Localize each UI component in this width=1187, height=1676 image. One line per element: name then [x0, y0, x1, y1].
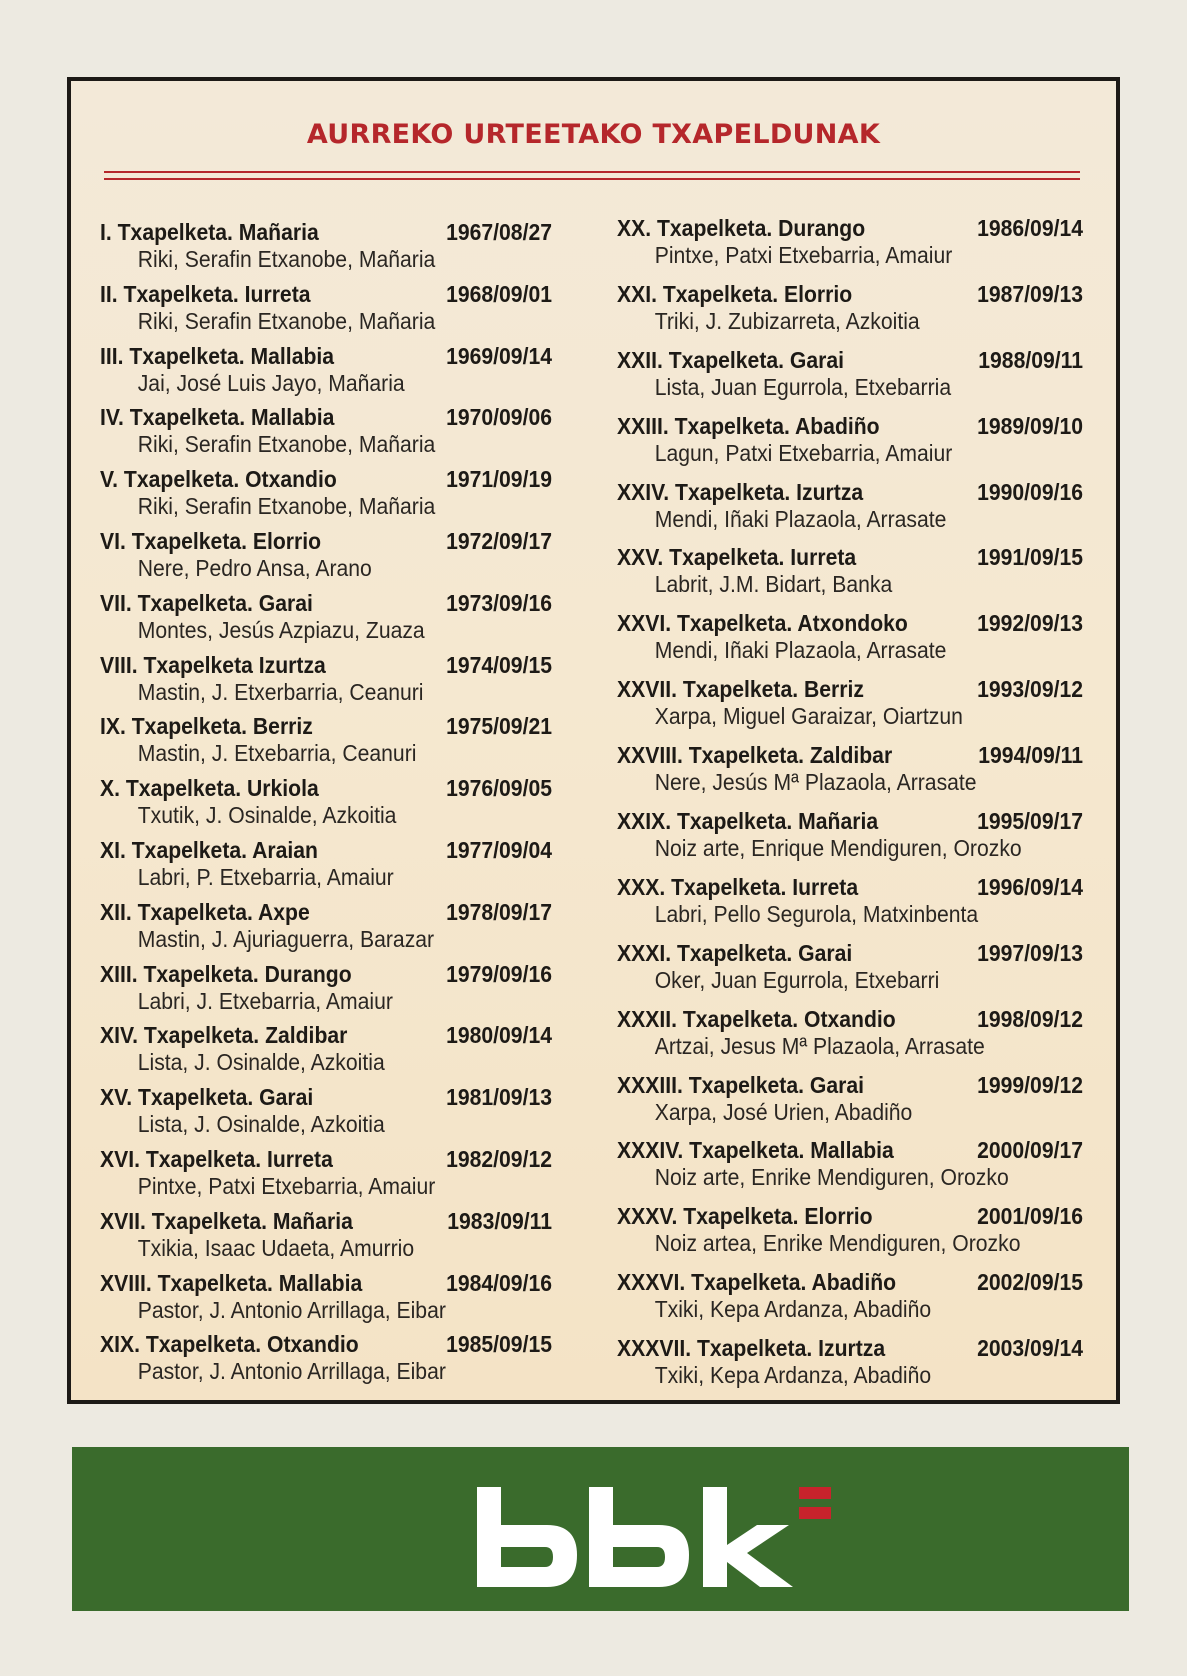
- list-item: [100, 466, 552, 528]
- entry-detail: Pastor, J. Antonio Arrillaga, Eibar: [137, 1358, 446, 1385]
- entry-detail: Pastor, J. Antonio Arrillaga, Eibar: [137, 1296, 446, 1323]
- entry-detail: Mendi, Iñaki Plazaola, Arrasate: [654, 505, 947, 532]
- entry-heading: [100, 343, 552, 370]
- champions-panel: [67, 77, 1120, 1404]
- logo-accent-bar-bottom: [799, 1507, 831, 1519]
- entry-title: XXIX. Txapelketa. Mañaria: [617, 808, 879, 835]
- entry-heading: [617, 1335, 1083, 1362]
- entry-heading: [617, 413, 1083, 440]
- entry-detail: Lagun, Patxi Etxebarria, Amaiur: [654, 439, 953, 466]
- entry-date: 2001/09/16: [977, 1203, 1084, 1230]
- entry-title: XIV. Txapelketa. Zaldibar: [100, 1022, 348, 1049]
- entry-date: 2003/09/14: [977, 1335, 1084, 1362]
- entry-title: XXIII. Txapelketa. Abadiño: [617, 412, 880, 439]
- list-item: [617, 1006, 1083, 1072]
- entry-date: 1987/09/13: [977, 280, 1084, 307]
- bbk-banner: [72, 1447, 1129, 1611]
- bbk-logo: [477, 1487, 877, 1587]
- entry-date: 1981/09/13: [446, 1084, 553, 1111]
- list-item: [617, 874, 1083, 940]
- entry-heading: [100, 528, 552, 555]
- entry-date: 1989/09/10: [977, 412, 1084, 439]
- entry-date: 1976/09/05: [446, 775, 553, 802]
- entry-title: XV. Txapelketa. Garai: [100, 1084, 314, 1111]
- entry-date: 1997/09/13: [977, 939, 1084, 966]
- entry-date: 1998/09/12: [977, 1005, 1084, 1032]
- entry-heading: [100, 1084, 552, 1111]
- entry-title: XXXI. Txapelketa. Garai: [617, 939, 853, 966]
- entry-title: XVIII. Txapelketa. Mallabia: [100, 1269, 363, 1296]
- entry-title: XXXVII. Txapelketa. Izurtza: [617, 1335, 886, 1362]
- entry-title: XXX. Txapelketa. Iurreta: [617, 873, 859, 900]
- entry-detail: Lista, J. Osinalde, Azkoitia: [137, 1111, 385, 1138]
- entry-detail: Labri, Pello Segurola, Matxinbenta: [654, 900, 979, 927]
- entry-heading: [617, 808, 1083, 835]
- list-item: [617, 1203, 1083, 1269]
- entry-title: XXVII. Txapelketa. Berriz: [617, 676, 864, 703]
- entry-title: XXI. Txapelketa. Elorrio: [617, 280, 853, 307]
- entry-detail: Pintxe, Patxi Etxebarria, Amaiur: [654, 242, 953, 268]
- entry-title: XXXIII. Txapelketa. Garai: [617, 1071, 864, 1098]
- list-item: [617, 215, 1083, 281]
- logo-letter-b2: [589, 1487, 689, 1587]
- entry-detail: Pintxe, Patxi Etxebarria, Amaiur: [137, 1172, 436, 1199]
- entry-date: 2000/09/17: [977, 1137, 1084, 1164]
- entry-heading: [617, 215, 1083, 242]
- list-item: [617, 610, 1083, 676]
- entry-title: XI. Txapelketa. Araian: [100, 836, 318, 863]
- entry-detail: Riki, Serafin Etxanobe, Mañaria: [137, 307, 436, 334]
- entry-heading: [617, 479, 1083, 506]
- list-item: [617, 347, 1083, 413]
- list-item: [617, 544, 1083, 610]
- entry-detail: Artzai, Jesus Mª Plazaola, Arrasate: [654, 1032, 985, 1059]
- entry-detail: Txiki, Kepa Ardanza, Abadiño: [654, 1296, 932, 1323]
- entry-heading: [617, 940, 1083, 967]
- entry-heading: [100, 281, 552, 308]
- entry-heading: [617, 676, 1083, 703]
- entry-date: 1967/08/27: [446, 219, 553, 245]
- logo-letter-k: [703, 1487, 793, 1587]
- entry-date: 1985/09/15: [446, 1331, 553, 1358]
- entry-detail: Mastin, J. Etxerbarria, Ceanuri: [137, 678, 424, 705]
- entry-detail: Riki, Serafin Etxanobe, Mañaria: [137, 493, 436, 520]
- entry-title: XXXII. Txapelketa. Otxandio: [617, 1005, 896, 1032]
- entry-detail: Noiz arte, Enrike Mendiguren, Orozko: [654, 1164, 1009, 1191]
- entry-title: XXXVI. Txapelketa. Abadiño: [617, 1269, 897, 1296]
- entry-heading: [617, 281, 1083, 308]
- entry-heading: [100, 1331, 552, 1358]
- entry-heading: [100, 713, 552, 740]
- entry-date: 1999/09/12: [977, 1071, 1084, 1098]
- entry-title: IX. Txapelketa. Berriz: [100, 713, 313, 740]
- entry-date: 1983/09/11: [447, 1207, 553, 1234]
- entry-heading: [617, 1072, 1083, 1099]
- right-column: [617, 215, 1083, 1401]
- entry-title: XXXIV. Txapelketa. Mallabia: [617, 1137, 894, 1164]
- list-item: [617, 808, 1083, 874]
- entry-detail: Noiz arte, Enrique Mendiguren, Orozko: [654, 835, 1022, 862]
- entry-heading: [100, 775, 552, 802]
- entry-title: XXVIII. Txapelketa. Zaldibar: [617, 742, 893, 769]
- entry-heading: [617, 1137, 1083, 1164]
- entry-date: 1980/09/14: [446, 1022, 553, 1049]
- entry-date: 1972/09/17: [446, 527, 553, 554]
- entry-title: II. Txapelketa. Iurreta: [100, 280, 311, 307]
- list-item: [617, 940, 1083, 1006]
- entry-title: XXIV. Txapelketa. Izurtza: [617, 478, 864, 505]
- list-item: [617, 1137, 1083, 1203]
- entry-detail: Oker, Juan Egurrola, Etxebarri: [654, 966, 940, 993]
- entry-detail: Mastin, J. Etxebarria, Ceanuri: [137, 740, 417, 767]
- entry-date: 1974/09/15: [446, 651, 553, 678]
- entry-heading: [617, 742, 1083, 769]
- entry-title: XII. Txapelketa. Axpe: [100, 898, 310, 925]
- list-item: [100, 1084, 552, 1146]
- entry-heading: [100, 837, 552, 864]
- entry-detail: Jai, José Luis Jayo, Mañaria: [137, 369, 405, 396]
- entry-title: XIX. Txapelketa. Otxandio: [100, 1331, 359, 1358]
- entry-title: VI. Txapelketa. Elorrio: [100, 527, 322, 554]
- entry-title: XXVI. Txapelketa. Atxondoko: [617, 610, 908, 637]
- entry-detail: Xarpa, Miguel Garaizar, Oiartzun: [654, 703, 963, 730]
- entry-heading: [100, 219, 552, 246]
- entry-heading: [617, 1269, 1083, 1296]
- entry-heading: [100, 404, 552, 431]
- list-item: [100, 528, 552, 590]
- entry-date: 1991/09/15: [977, 544, 1084, 571]
- entry-title: XXXV. Txapelketa. Elorrio: [617, 1203, 873, 1230]
- entry-date: 1968/09/01: [446, 280, 553, 307]
- list-item: [100, 404, 552, 466]
- entry-date: 1977/09/04: [446, 836, 553, 863]
- entry-date: 1971/09/19: [446, 466, 553, 493]
- entry-date: 1978/09/17: [446, 898, 553, 925]
- entry-detail: Txikia, Isaac Udaeta, Amurrio: [137, 1234, 415, 1261]
- entry-date: 1986/09/14: [977, 215, 1084, 241]
- entry-date: 1979/09/16: [446, 960, 553, 987]
- title-rule-top: [104, 171, 1080, 173]
- entry-heading: [100, 1022, 552, 1049]
- entry-title: I. Txapelketa. Mañaria: [100, 219, 319, 245]
- entry-date: 2002/09/15: [977, 1269, 1084, 1296]
- list-item: [617, 1269, 1083, 1335]
- list-item: [100, 1146, 552, 1208]
- list-item: [100, 343, 552, 405]
- entry-detail: Txutik, J. Osinalde, Azkoitia: [137, 802, 397, 829]
- entry-title: X. Txapelketa. Urkiola: [100, 775, 319, 802]
- entry-detail: Noiz artea, Enrike Mendiguren, Orozko: [654, 1230, 1021, 1257]
- entry-detail: Nere, Pedro Ansa, Arano: [137, 554, 372, 581]
- entry-detail: Labri, J. Etxebarria, Amaiur: [137, 987, 393, 1014]
- entry-date: 1996/09/14: [977, 873, 1084, 900]
- list-item: [100, 1331, 552, 1393]
- list-item: [617, 413, 1083, 479]
- entry-detail: Nere, Jesús Mª Plazaola, Arrasate: [654, 769, 977, 796]
- list-item: [100, 1022, 552, 1084]
- list-item: [100, 899, 552, 961]
- entry-date: 1994/09/11: [978, 742, 1084, 769]
- entry-date: 1992/09/13: [977, 610, 1084, 637]
- list-item: [617, 1072, 1083, 1138]
- entry-title: VII. Txapelketa. Garai: [100, 589, 313, 616]
- list-item: [100, 219, 552, 281]
- entry-heading: [100, 652, 552, 679]
- entry-title: IV. Txapelketa. Mallabia: [100, 404, 335, 431]
- entry-title: XIII. Txapelketa. Durango: [100, 960, 352, 987]
- entry-title: V. Txapelketa. Otxandio: [100, 466, 337, 493]
- logo-letter-b1: [477, 1487, 577, 1587]
- entry-date: 1993/09/12: [977, 676, 1084, 703]
- entry-heading: [100, 1270, 552, 1297]
- entry-date: 1973/09/16: [446, 589, 553, 616]
- list-item: [100, 281, 552, 343]
- entry-detail: Txiki, Kepa Ardanza, Abadiño: [654, 1362, 932, 1389]
- entry-heading: [100, 466, 552, 493]
- list-item: [100, 652, 552, 714]
- entry-title: III. Txapelketa. Mallabia: [100, 342, 335, 369]
- list-item: [100, 1208, 552, 1270]
- entry-detail: Riki, Serafin Etxanobe, Mañaria: [137, 431, 436, 458]
- entry-heading: [617, 544, 1083, 571]
- entry-date: 1969/09/14: [446, 342, 553, 369]
- entry-detail: Mastin, J. Ajuriaguerra, Barazar: [137, 925, 435, 952]
- list-item: [100, 775, 552, 837]
- entry-detail: Montes, Jesús Azpiazu, Zuaza: [137, 616, 425, 643]
- list-item: [617, 479, 1083, 545]
- entry-title: VIII. Txapelketa Izurtza: [100, 651, 326, 678]
- entry-date: 1995/09/17: [977, 808, 1084, 835]
- list-item: [617, 1335, 1083, 1401]
- entry-detail: Triki, J. Zubizarreta, Azkoitia: [654, 307, 920, 334]
- entry-heading: [100, 899, 552, 926]
- left-column: [100, 219, 552, 1393]
- logo-accent-bar-top: [799, 1487, 831, 1499]
- entry-date: 1984/09/16: [446, 1269, 553, 1296]
- entry-title: XXV. Txapelketa. Iurreta: [617, 544, 857, 571]
- list-item: [100, 713, 552, 775]
- entry-title: XVII. Txapelketa. Mañaria: [100, 1207, 353, 1234]
- page-title: AURREKO URTEETAKO TXAPELDUNAK: [306, 119, 881, 150]
- entry-heading: [100, 590, 552, 617]
- entry-heading: [617, 874, 1083, 901]
- entry-detail: Riki, Serafin Etxanobe, Mañaria: [137, 246, 436, 272]
- entry-title: XVI. Txapelketa. Iurreta: [100, 1145, 333, 1172]
- entry-detail: Labrit, J.M. Bidart, Banka: [654, 571, 893, 598]
- entry-detail: Labri, P. Etxebarria, Amaiur: [137, 863, 394, 890]
- entry-heading: [617, 347, 1083, 374]
- entry-date: 1970/09/06: [446, 404, 553, 431]
- list-item: [617, 742, 1083, 808]
- entry-heading: [100, 1208, 552, 1235]
- list-item: [100, 1270, 552, 1332]
- entry-title: XXII. Txapelketa. Garai: [617, 346, 844, 373]
- entry-detail: Lista, Juan Egurrola, Etxebarria: [654, 373, 952, 400]
- list-item: [100, 590, 552, 652]
- entry-date: 1988/09/11: [978, 346, 1084, 373]
- entry-detail: Mendi, Iñaki Plazaola, Arrasate: [654, 637, 947, 664]
- list-item: [617, 676, 1083, 742]
- list-item: [100, 961, 552, 1023]
- list-item: [617, 281, 1083, 347]
- entry-detail: Xarpa, José Urien, Abadiño: [654, 1098, 913, 1125]
- entry-detail: Lista, J. Osinalde, Azkoitia: [137, 1049, 385, 1076]
- entry-heading: [617, 610, 1083, 637]
- entry-title: XX. Txapelketa. Durango: [617, 215, 866, 241]
- entry-date: 1990/09/16: [977, 478, 1084, 505]
- entry-heading: [100, 1146, 552, 1173]
- list-item: [100, 837, 552, 899]
- entry-heading: [617, 1006, 1083, 1033]
- entry-date: 1982/09/12: [446, 1145, 553, 1172]
- entry-heading: [617, 1203, 1083, 1230]
- entry-heading: [100, 961, 552, 988]
- entry-date: 1975/09/21: [446, 713, 553, 740]
- title-rule-bottom: [104, 178, 1080, 180]
